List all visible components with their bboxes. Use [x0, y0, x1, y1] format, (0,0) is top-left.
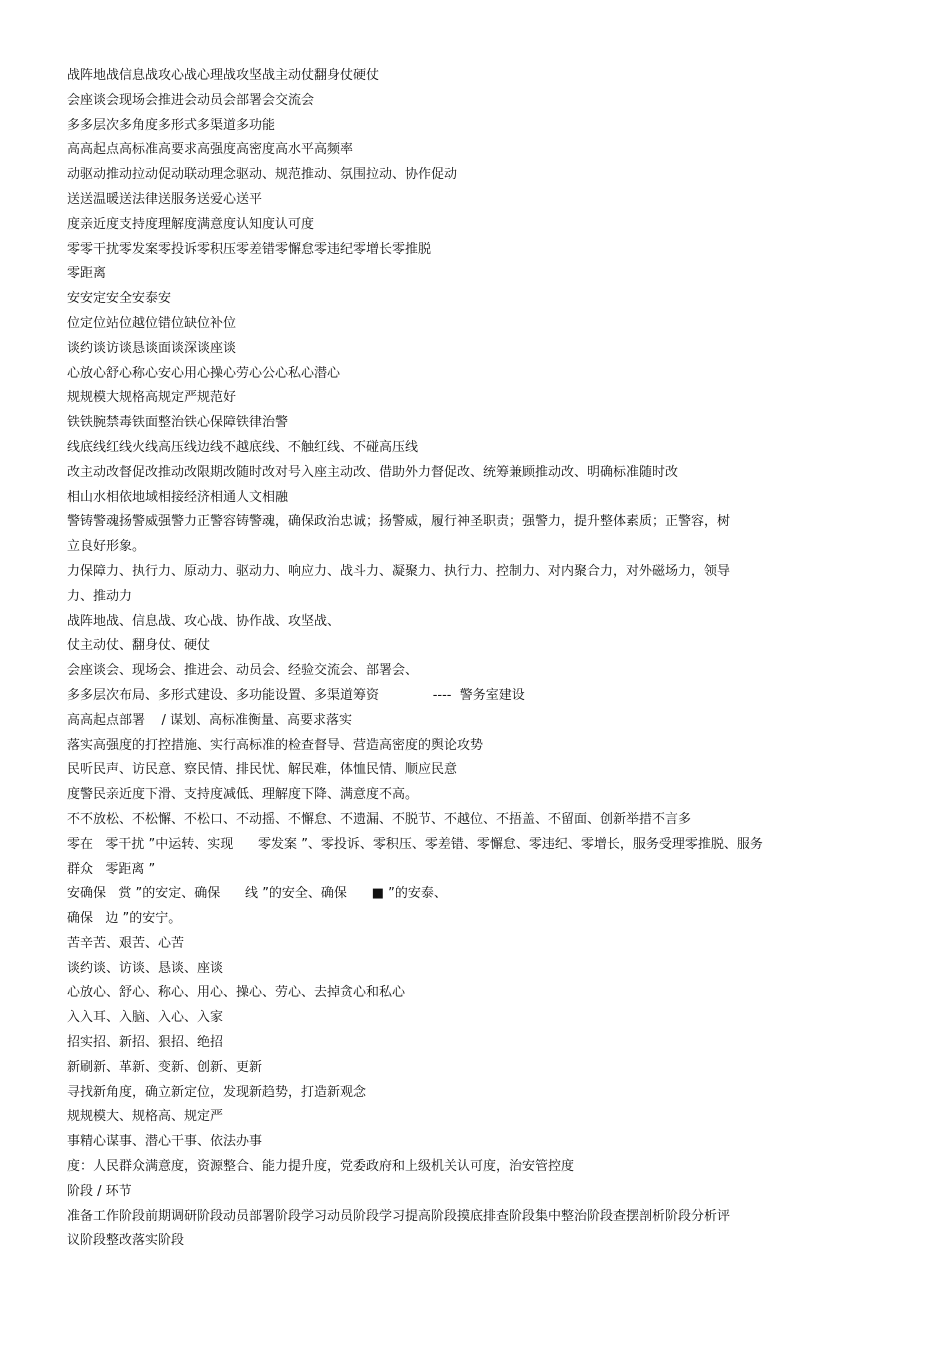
text-line: 不不放松、不松懈、不松口、不动摇、不懈怠、不遗漏、不脱节、不越位、不捂盖、不留面、创新举措不言多	[67, 811, 692, 827]
text-line: 高高起点部署 / 谋划、高标准衡量、高要求落实	[67, 712, 353, 728]
text-line: 改主动改督促改推动改限期改随时改对号入座主动改、借助外力督促改、统筹兼顾推动改、明确标准随时改	[67, 464, 679, 480]
text-line: 准备工作阶段前期调研阶段动员部署阶段学习动员阶段学习提高阶段摸底排查阶段集中整治阶段查摆剖析阶段分析评	[67, 1208, 731, 1224]
text-line: 度亲近度支持度理解度满意度认知度认可度	[67, 216, 315, 232]
text-line: 度警民亲近度下滑、支持度减低、理解度下降、满意度不高。	[67, 787, 419, 803]
text-line: 心放心、舒心、称心、用心、操心、劳心、去掉贪心和私心	[67, 985, 406, 1001]
text-line: 度：人民群众满意度，资源整合、能力提升度，党委政府和上级机关认可度，治安管控度	[67, 1159, 575, 1175]
text-line: 会座谈会现场会推进会动员会部署会交流会	[67, 92, 315, 108]
text-line: 谈约谈、访谈、恳谈、座谈	[67, 960, 224, 976]
text-line: 相山水相依地域相接经济相通人文相融	[67, 489, 289, 505]
text-line: 新刷新、革新、变新、创新、更新	[67, 1059, 263, 1075]
text-line: 警铸警魂扬警威强警力正警容铸警魂，确保政治忠诚；扬警威，履行神圣职责；强警力，提升整体素质；正警容，树	[67, 514, 731, 530]
text-line: 多多层次多角度多形式多渠道多功能	[67, 117, 276, 133]
text-line: 群众 零距离 ”	[67, 861, 156, 877]
text-line: 阶段 / 环节	[67, 1183, 132, 1199]
text-line: 力保障力、执行力、原动力、驱动力、响应力、战斗力、凝聚力、执行力、控制力、对内聚合力，对外磁场力，领导	[67, 563, 731, 579]
text-line: 线底线红线火线高压线边线不越底线、不触红线、不碰高压线	[67, 439, 419, 455]
text-line: 安确保 赏 ”的安定、确保 线 ”的安全、确保 ■ ”的安泰、	[67, 886, 447, 902]
text-line: 心放心舒心称心安心用心操心劳心公心私心潜心	[67, 365, 341, 381]
text-line: 入入耳、入脑、入心、入家	[67, 1010, 224, 1026]
text-line: 零在 零干扰 ”中运转、实现 零发案 ”、零投诉、零积压、零差错、零懈怠、零违纪、零增长，服务受理零推脱、服务	[67, 836, 763, 852]
text-line: 事精心谋事、潜心干事、依法办事	[67, 1134, 263, 1150]
text-line: 位定位站位越位错位缺位补位	[67, 315, 237, 331]
text-line: 安安定安全安泰安	[67, 291, 172, 307]
text-line: 动驱动推动拉动促动联动理念驱动、规范推动、氛围拉动、协作促动	[67, 167, 458, 183]
text-line: 议阶段整改落实阶段	[67, 1233, 185, 1249]
text-line: 确保 边 ”的安宁。	[67, 911, 182, 927]
text-line: 仗主动仗、翻身仗、硬仗	[67, 638, 211, 654]
text-line: 苦辛苦、艰苦、心苦	[67, 935, 185, 951]
text-line: 高高起点高标准高要求高强度高密度高水平高频率	[67, 142, 354, 158]
text-line: 招实招、新招、狠招、绝招	[67, 1035, 224, 1051]
text-line: 立良好形象。	[67, 539, 146, 555]
text-line: 力、推动力	[67, 588, 133, 604]
text-line: 零零干扰零发案零投诉零积压零差错零懈怠零违纪零增长零推脱	[67, 241, 432, 257]
text-line: 会座谈会、现场会、推进会、动员会、经验交流会、部署会、	[67, 663, 419, 679]
text-line: 寻找新角度，确立新定位，发现新趋势，打造新观念	[67, 1084, 367, 1100]
text-line: 战阵地战信息战攻心战心理战攻坚战主动仗翻身仗硬仗	[67, 68, 380, 83]
text-line: 铁铁腕禁毒铁面整治铁心保障铁律治警	[67, 415, 289, 431]
text-line: 多多层次布局、多形式建设、多功能设置、多渠道筹资 ---- 警务室建设	[67, 687, 525, 703]
text-line: 谈约谈访谈恳谈面谈深谈座谈	[67, 340, 237, 356]
text-line: 战阵地战、信息战、攻心战、协作战、攻坚战、	[67, 613, 341, 629]
text-line: 规规模大规格高规定严规范好	[67, 390, 237, 406]
text-line: 落实高强度的打控措施、实行高标准的检查督导、营造高密度的舆论攻势	[67, 737, 484, 753]
text-line: 民听民声、访民意、察民情、排民忧、解民难，体恤民情、顺应民意	[67, 762, 458, 778]
text-line: 送送温暖送法律送服务送爱心送平	[67, 191, 263, 207]
text-line: 零距离	[67, 266, 107, 282]
document-body	[67, 64, 817, 1254]
text-line: 规规模大、规格高、规定严	[67, 1109, 224, 1125]
